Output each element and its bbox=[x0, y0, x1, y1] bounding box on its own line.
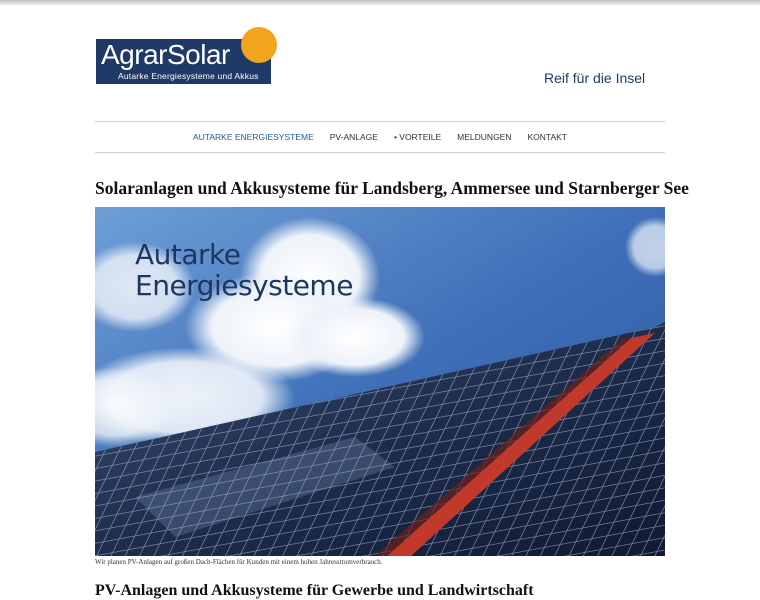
hero-title-line-1: Autarke bbox=[135, 238, 241, 271]
hero-title bbox=[135, 239, 353, 301]
nav-items bbox=[95, 122, 665, 152]
section-heading: PV-Anlagen und Akkusysteme für Gewerbe und Landwirtschaft bbox=[95, 582, 534, 599]
logo-name: AgrarSolar bbox=[101, 39, 230, 70]
nav-item-meldungen[interactable]: MELDUNGEN bbox=[457, 132, 512, 142]
hero-image bbox=[95, 207, 665, 556]
hero-caption: Wir planen PV-Anlagen auf großen Dach-Flächen für Kunden mit einem hohen Jahresstromverbrauch. bbox=[95, 558, 383, 566]
nav-item-autarke-energiesysteme[interactable]: AUTARKE ENERGIESYSTEME bbox=[192, 132, 314, 142]
page-heading: Solaranlagen und Akkusysteme für Landsberg, Ammersee und Starnberger See bbox=[95, 178, 689, 198]
logo-subtitle: Autarke Energiesysteme und Akkus bbox=[118, 71, 259, 81]
nav-item-pv-anlage[interactable]: PV-ANLAGE bbox=[329, 132, 378, 142]
main-navigation bbox=[95, 121, 665, 153]
top-shadow bbox=[0, 0, 760, 6]
sun-icon bbox=[241, 27, 277, 63]
agrarsolar-logo[interactable] bbox=[96, 27, 280, 85]
nav-item-kontakt[interactable]: KONTAKT bbox=[527, 132, 567, 142]
hero-title-line-2: Energiesysteme bbox=[135, 269, 353, 302]
nav-item-vorteile[interactable]: • VORTEILE bbox=[393, 132, 442, 142]
header-slogan: Reif für die Insel bbox=[544, 70, 646, 86]
